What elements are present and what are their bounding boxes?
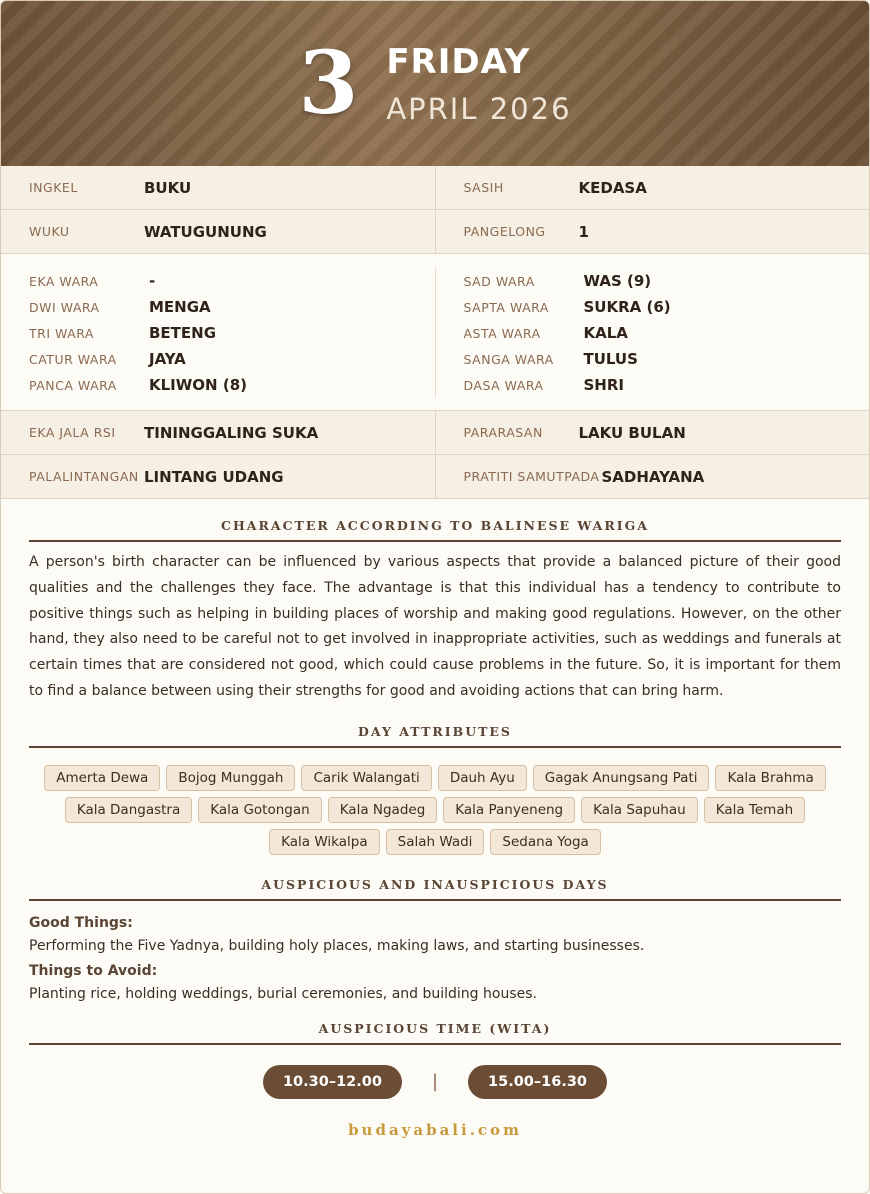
pararasan-cell [435, 411, 870, 454]
wara-label: PANCA WARA [29, 377, 117, 393]
calendar-row-1 [1, 166, 869, 210]
wara-value: WAS (9) [583, 272, 652, 290]
day-number: 3 [298, 32, 359, 134]
auspicious-times [1, 1065, 869, 1099]
attributes-title: DAY ATTRIBUTES [29, 724, 841, 748]
pratiti-value: SADHAYANA [601, 467, 705, 486]
wara-label: SANGA WARA [463, 351, 554, 367]
time-title: AUSPICIOUS TIME (WITA) [29, 1021, 841, 1045]
wara-value: - [149, 272, 156, 290]
attribute-tag: Kala Gotongan [198, 797, 321, 823]
ingkel-value: BUKU [144, 178, 192, 197]
wara-value: BETENG [149, 324, 217, 342]
attribute-tag: Sedana Yoga [490, 829, 600, 855]
time-slot-pill: 15.00–16.30 [468, 1065, 607, 1099]
site-footer: budayabali.com [348, 1120, 522, 1139]
wara-value: KLIWON (8) [149, 376, 247, 394]
calendar-row-2 [1, 210, 869, 254]
palalintangan-label: PALALINTANGAN [29, 469, 139, 484]
attribute-tag: Kala Ngadeg [328, 797, 438, 823]
wara-value: TULUS [583, 350, 638, 368]
wara-label: SAD WARA [463, 273, 535, 289]
avoid-text: Planting rice, holding weddings, burial ceremonies, and building houses. [29, 985, 537, 1002]
time-separator: | [431, 1071, 439, 1093]
attribute-tag: Salah Wadi [386, 829, 485, 855]
attribute-tag: Gagak Anungsang Pati [533, 765, 710, 791]
sasih-cell [435, 166, 870, 209]
wara-label: EKA WARA [29, 273, 99, 289]
wara-table [1, 254, 869, 411]
wara-label: DWI WARA [29, 299, 100, 315]
eka-jala-rsi-value: TININGGALING SUKA [144, 423, 319, 442]
attribute-tag: Carik Walangati [301, 765, 431, 791]
attribute-tag: Kala Dangastra [65, 797, 192, 823]
day-info [386, 42, 571, 126]
character-title: CHARACTER ACCORDING TO BALINESE WARIGA [29, 518, 841, 542]
wara-item [464, 346, 870, 372]
wara-value: MENGA [149, 298, 211, 316]
avoid-label: Things to Avoid: [29, 962, 158, 979]
wara-right-column [435, 268, 870, 398]
attribute-tag: Kala Brahma [715, 765, 825, 791]
date-header [1, 1, 869, 166]
attribute-tag: Kala Temah [704, 797, 805, 823]
pangelong-cell [435, 210, 870, 253]
palalintangan-cell [1, 455, 435, 498]
wara-label: ASTA WARA [463, 325, 541, 341]
wara-label: DASA WARA [463, 377, 544, 393]
wara-label: SAPTA WARA [463, 299, 549, 315]
sasih-label: SASIH [463, 180, 504, 195]
pangelong-value: 1 [578, 222, 589, 241]
good-things-text: Performing the Five Yadnya, building holy places, making laws, and starting businesses. [29, 937, 645, 954]
wara-item [29, 372, 435, 398]
extra-row-2 [1, 455, 869, 499]
pararasan-value: LAKU BULAN [578, 423, 686, 442]
wuku-value: WATUGUNUNG [144, 222, 267, 241]
days-title: AUSPICIOUS AND INAUSPICIOUS DAYS [29, 877, 841, 901]
wara-item [29, 320, 435, 346]
ingkel-cell [1, 166, 435, 209]
wara-item [29, 346, 435, 372]
wara-label: TRI WARA [29, 325, 94, 341]
pratiti-label: PRATITI SAMUTPADA [463, 469, 600, 484]
ingkel-label: INGKEL [29, 180, 78, 195]
eka-jala-rsi-cell [1, 411, 435, 454]
wara-left-column [1, 268, 435, 398]
wara-value: KALA [583, 324, 628, 342]
wara-value: JAYA [149, 350, 186, 368]
wara-value: SUKRA (6) [583, 298, 671, 316]
pararasan-label: PARARASAN [463, 425, 543, 440]
wara-value: SHRI [583, 376, 624, 394]
wara-item [29, 268, 435, 294]
pangelong-label: PANGELONG [463, 224, 546, 239]
character-text: A person's birth character can be influenced by various aspects that provide a balanced picture of their good qualities and the challenges they face. The advantage is that this individual has a tendency to contribute to positive things such as helping in building places of worship and making good regulations. However, on the other hand, they also need to be careful not to get involved in inappropriate activities, such as weddings and funerals at certain times that are considered not good, which could cause problems in the future. So, it is important for them to find a balance between using their strengths for good and avoiding actions that can bring harm. [29, 554, 841, 699]
attribute-tags [41, 762, 829, 858]
weekday: FRIDAY [386, 41, 531, 82]
good-things-label: Good Things: [29, 914, 133, 931]
wara-item [464, 268, 870, 294]
wara-item [464, 294, 870, 320]
wuku-cell [1, 210, 435, 253]
attribute-tag: Kala Wikalpa [269, 829, 379, 855]
pratiti-cell [435, 455, 870, 498]
wuku-label: WUKU [29, 224, 70, 239]
wara-label: CATUR WARA [29, 351, 117, 367]
sasih-value: KEDASA [578, 178, 647, 197]
wara-item [464, 320, 870, 346]
time-slot-pill: 10.30–12.00 [263, 1065, 402, 1099]
attribute-tag: Amerta Dewa [44, 765, 160, 791]
attribute-tag: Kala Panyeneng [443, 797, 575, 823]
attribute-tag: Kala Sapuhau [581, 797, 698, 823]
attribute-tag: Dauh Ayu [438, 765, 527, 791]
month-year: APRIL 2026 [386, 91, 572, 126]
attribute-tag: Bojog Munggah [166, 765, 295, 791]
extra-row-1 [1, 411, 869, 455]
palalintangan-value: LINTANG UDANG [144, 467, 284, 486]
eka-jala-rsi-label: EKA JALA RSI [29, 425, 116, 440]
wara-item [29, 294, 435, 320]
wara-item [464, 372, 870, 398]
